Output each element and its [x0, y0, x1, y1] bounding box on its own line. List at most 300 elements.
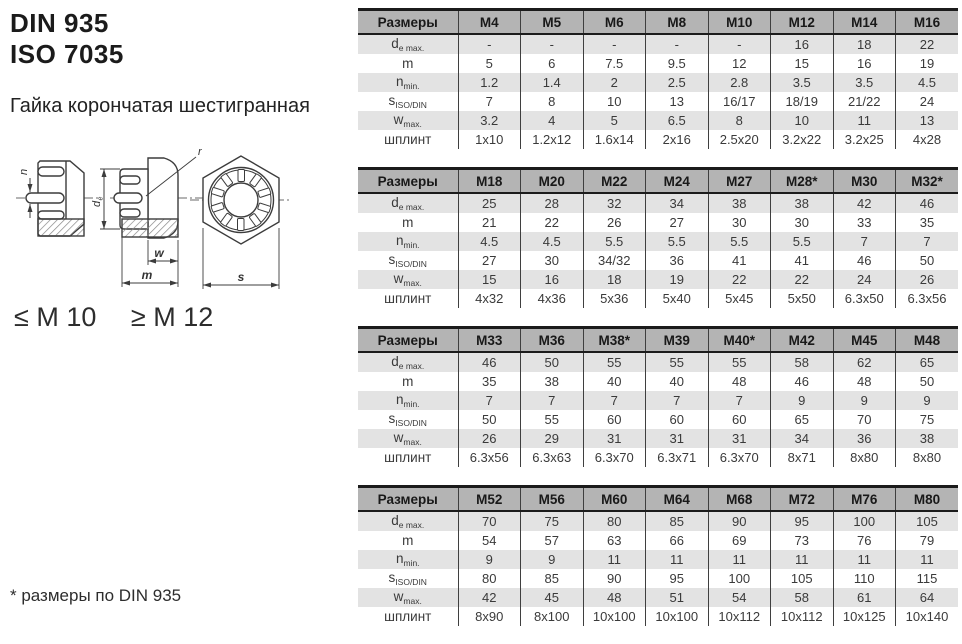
row-header-column-title: Размеры	[358, 10, 458, 35]
dimensions-table-4	[358, 485, 958, 626]
footnote: * размеры по DIN 935	[10, 586, 182, 605]
column-header-size: M39	[646, 328, 709, 353]
value-cell: 55	[583, 352, 646, 372]
value-cell: 36	[833, 429, 896, 448]
row-label	[358, 130, 458, 149]
value-cell: 75	[521, 511, 584, 531]
value-cell: 19	[896, 54, 959, 73]
technical-drawing	[0, 121, 358, 300]
column-header-size: M20	[521, 169, 584, 194]
value-cell: 2	[583, 73, 646, 92]
value-cell: 95	[771, 511, 834, 531]
row-label-subscript: ISO/DIN	[395, 417, 427, 428]
value-cell: 100	[833, 511, 896, 531]
row-label-subscript: max.	[403, 277, 422, 288]
table-row	[358, 391, 958, 410]
value-cell: 9.5	[646, 54, 709, 73]
value-cell: 12	[708, 54, 771, 73]
value-cell: 48	[583, 588, 646, 607]
value-cell: 9	[458, 550, 521, 569]
value-cell: 3.5	[833, 73, 896, 92]
value-cell: 31	[646, 429, 709, 448]
value-cell: 1x10	[458, 130, 521, 149]
value-cell: 7	[521, 391, 584, 410]
value-cell: 79	[896, 531, 959, 550]
value-cell: -	[646, 34, 709, 54]
value-cell: 5.5	[583, 232, 646, 251]
row-label-main: d	[391, 194, 399, 210]
value-cell: 105	[771, 569, 834, 588]
value-cell: 31	[583, 429, 646, 448]
table-row	[358, 289, 958, 308]
value-cell: 50	[896, 372, 959, 391]
row-label-subscript: min.	[403, 557, 420, 568]
value-cell: 73	[771, 531, 834, 550]
value-cell: 30	[708, 213, 771, 232]
value-cell: 6.3x71	[646, 448, 709, 467]
table-row	[358, 270, 958, 289]
column-header-size: M4	[458, 10, 521, 35]
value-cell: 33	[833, 213, 896, 232]
column-header-size: M38*	[583, 328, 646, 353]
left-panel	[0, 0, 358, 618]
value-cell: 3.5	[771, 73, 834, 92]
value-cell: 15	[771, 54, 834, 73]
value-cell: 46	[458, 352, 521, 372]
row-label-main: n	[395, 391, 404, 407]
row-label-subscript: ISO/DIN	[395, 99, 427, 110]
row-label	[358, 213, 458, 232]
value-cell: 26	[896, 270, 959, 289]
value-cell: 8x80	[896, 448, 959, 467]
value-cell: 1.2x12	[521, 130, 584, 149]
value-cell: 26	[583, 213, 646, 232]
row-label-main: шплинт	[384, 131, 432, 147]
table-row	[358, 448, 958, 467]
table-row	[358, 111, 958, 130]
table-row	[358, 193, 958, 213]
value-cell: 19	[646, 270, 709, 289]
value-cell: 38	[896, 429, 959, 448]
value-cell: 18	[583, 270, 646, 289]
table-row	[358, 569, 958, 588]
value-cell: 85	[521, 569, 584, 588]
row-label-subscript: max.	[403, 118, 422, 129]
value-cell: 31	[708, 429, 771, 448]
row-label-subscript: e max.	[398, 360, 425, 371]
value-cell: 11	[583, 550, 646, 569]
value-cell: 5x50	[771, 289, 834, 308]
value-cell: 55	[646, 352, 709, 372]
table-row	[358, 511, 958, 531]
row-label-subscript: min.	[403, 239, 420, 250]
value-cell: -	[708, 34, 771, 54]
value-cell: 50	[896, 251, 959, 270]
value-cell: 6	[521, 54, 584, 73]
value-cell: 10x125	[833, 607, 896, 626]
row-label-main: d	[391, 35, 399, 51]
value-cell: 22	[521, 213, 584, 232]
value-cell: 2.5	[646, 73, 709, 92]
value-cell: 70	[458, 511, 521, 531]
column-header-size: M80	[896, 487, 959, 512]
row-label-main: n	[395, 73, 404, 89]
value-cell: 13	[646, 92, 709, 111]
row-label	[358, 569, 458, 588]
row-label-subscript: e max.	[398, 42, 425, 53]
value-cell: 50	[521, 352, 584, 372]
size-note-small: ≤ M 10	[14, 302, 97, 332]
row-label-subscript: ISO/DIN	[395, 576, 427, 587]
value-cell: 4x28	[896, 130, 959, 149]
row-label	[358, 352, 458, 372]
value-cell: 40	[583, 372, 646, 391]
castle-nut-drawing	[0, 121, 356, 295]
row-label-main: w	[393, 588, 404, 604]
value-cell: 5x40	[646, 289, 709, 308]
column-header-size: M16	[896, 10, 959, 35]
row-label	[358, 289, 458, 308]
column-header-size: M56	[521, 487, 584, 512]
row-label-subscript: max.	[403, 595, 422, 606]
standard-iso: ISO 7035	[10, 39, 124, 69]
value-cell: 4x32	[458, 289, 521, 308]
value-cell: 46	[896, 193, 959, 213]
table-row	[358, 73, 958, 92]
column-header-size: M28*	[771, 169, 834, 194]
dim-label-n	[18, 169, 30, 175]
column-header-size: M22	[583, 169, 646, 194]
value-cell: 10	[771, 111, 834, 130]
value-cell: -	[458, 34, 521, 54]
side-view-large-nut	[97, 157, 208, 287]
value-cell: 5	[583, 111, 646, 130]
value-cell: 13	[896, 111, 959, 130]
value-cell: 9	[521, 550, 584, 569]
row-label	[358, 270, 458, 289]
table-row	[358, 352, 958, 372]
row-label-main: w	[393, 111, 404, 127]
table-row	[358, 232, 958, 251]
value-cell: 55	[521, 410, 584, 429]
table-row	[358, 34, 958, 54]
row-label-main: s	[388, 251, 396, 267]
value-cell: 30	[771, 213, 834, 232]
column-header-size: M12	[771, 10, 834, 35]
size-range-notes	[14, 302, 358, 333]
value-cell: 48	[708, 372, 771, 391]
row-label-main: w	[393, 270, 404, 286]
value-cell: 10x112	[708, 607, 771, 626]
row-label	[358, 372, 458, 391]
value-cell: 105	[896, 511, 959, 531]
row-label-subscript: min.	[403, 398, 420, 409]
value-cell: 16/17	[708, 92, 771, 111]
row-label	[358, 54, 458, 73]
table-row	[358, 213, 958, 232]
row-label	[358, 588, 458, 607]
row-label	[358, 607, 458, 626]
value-cell: 15	[458, 270, 521, 289]
row-label-main: шплинт	[384, 290, 432, 306]
value-cell: 21	[458, 213, 521, 232]
value-cell: 41	[771, 251, 834, 270]
value-cell: 24	[833, 270, 896, 289]
value-cell: 5.5	[708, 232, 771, 251]
value-cell: 6.3x70	[583, 448, 646, 467]
value-cell: 10x100	[646, 607, 709, 626]
value-cell: 7	[583, 391, 646, 410]
row-label-main: d	[391, 353, 399, 369]
value-cell: 4	[521, 111, 584, 130]
value-cell: 21/22	[833, 92, 896, 111]
dim-label-w: w	[154, 246, 164, 260]
value-cell: 65	[771, 410, 834, 429]
value-cell: 6.5	[646, 111, 709, 130]
value-cell: 16	[771, 34, 834, 54]
tables-container	[358, 8, 958, 644]
value-cell: 54	[458, 531, 521, 550]
dimensions-table-2	[358, 167, 958, 308]
value-cell: 3.2x22	[771, 130, 834, 149]
table-row	[358, 531, 958, 550]
row-label	[358, 448, 458, 467]
value-cell: 6.3x70	[708, 448, 771, 467]
value-cell: 100	[708, 569, 771, 588]
value-cell: 1.2	[458, 73, 521, 92]
table-row	[358, 550, 958, 569]
value-cell: 75	[896, 410, 959, 429]
value-cell: 22	[771, 270, 834, 289]
column-header-size: M64	[646, 487, 709, 512]
value-cell: 38	[708, 193, 771, 213]
value-cell: 4.5	[458, 232, 521, 251]
value-cell: 80	[458, 569, 521, 588]
value-cell: 46	[771, 372, 834, 391]
value-cell: 54	[708, 588, 771, 607]
column-header-size: M42	[771, 328, 834, 353]
value-cell: 5x36	[583, 289, 646, 308]
row-label	[358, 429, 458, 448]
value-cell: 26	[458, 429, 521, 448]
dimensions-table-1	[358, 8, 958, 149]
value-cell: 4.5	[521, 232, 584, 251]
column-header-size: M14	[833, 10, 896, 35]
row-label	[358, 73, 458, 92]
row-label-subscript: e max.	[398, 519, 425, 530]
column-header-size: M72	[771, 487, 834, 512]
column-header-size: M24	[646, 169, 709, 194]
value-cell: 11	[833, 550, 896, 569]
column-header-size: M60	[583, 487, 646, 512]
column-header-size: M8	[646, 10, 709, 35]
column-header-size: M45	[833, 328, 896, 353]
value-cell: 6.3x56	[896, 289, 959, 308]
row-header-column-title: Размеры	[358, 487, 458, 512]
standard-din: DIN 935	[10, 8, 109, 38]
value-cell: 115	[896, 569, 959, 588]
row-label-subscript: max.	[403, 436, 422, 447]
value-cell: 34/32	[583, 251, 646, 270]
row-label	[358, 410, 458, 429]
value-cell: 30	[521, 251, 584, 270]
value-cell: 10x100	[583, 607, 646, 626]
value-cell: 28	[521, 193, 584, 213]
dim-label-de	[91, 197, 105, 208]
dimensions-table-3	[358, 326, 958, 467]
svg-text:e: e	[97, 196, 105, 201]
table-row	[358, 607, 958, 626]
value-cell: 4x36	[521, 289, 584, 308]
table-row	[358, 54, 958, 73]
svg-text:d: d	[91, 200, 103, 207]
value-cell: 42	[833, 193, 896, 213]
value-cell: 11	[646, 550, 709, 569]
value-cell: 5	[458, 54, 521, 73]
value-cell: 2x16	[646, 130, 709, 149]
value-cell: 32	[583, 193, 646, 213]
dim-label-r: r	[198, 146, 202, 158]
value-cell: 3.2x25	[833, 130, 896, 149]
value-cell: 8x80	[833, 448, 896, 467]
value-cell: 8x71	[771, 448, 834, 467]
value-cell: 58	[771, 588, 834, 607]
row-label-main: s	[388, 410, 396, 426]
value-cell: 90	[583, 569, 646, 588]
row-label-main: s	[388, 92, 396, 108]
value-cell: 50	[458, 410, 521, 429]
value-cell: 8x100	[521, 607, 584, 626]
value-cell: 60	[583, 410, 646, 429]
table-row	[358, 372, 958, 391]
value-cell: 41	[708, 251, 771, 270]
dim-label-s: s	[237, 270, 245, 284]
value-cell: 61	[833, 588, 896, 607]
value-cell: 7	[896, 232, 959, 251]
value-cell: 22	[896, 34, 959, 54]
row-label	[358, 111, 458, 130]
value-cell: 5x45	[708, 289, 771, 308]
row-header-column-title: Размеры	[358, 169, 458, 194]
column-header-size: M68	[708, 487, 771, 512]
value-cell: 8	[708, 111, 771, 130]
value-cell: 45	[521, 588, 584, 607]
value-cell: 10x112	[771, 607, 834, 626]
value-cell: 11	[896, 550, 959, 569]
dim-label-m: m	[141, 268, 153, 282]
value-cell: 63	[583, 531, 646, 550]
value-cell: -	[583, 34, 646, 54]
value-cell: 60	[708, 410, 771, 429]
value-cell: 95	[646, 569, 709, 588]
row-label-main: d	[391, 512, 399, 528]
row-label-subscript: ISO/DIN	[395, 258, 427, 269]
value-cell: 29	[521, 429, 584, 448]
value-cell: 6.3x50	[833, 289, 896, 308]
column-header-size: M40*	[708, 328, 771, 353]
value-cell: 35	[458, 372, 521, 391]
row-label	[358, 511, 458, 531]
value-cell: 11	[771, 550, 834, 569]
value-cell: 55	[708, 352, 771, 372]
value-cell: 48	[833, 372, 896, 391]
column-header-size: M32*	[896, 169, 959, 194]
row-label-subscript: min.	[403, 80, 420, 91]
value-cell: 65	[896, 352, 959, 372]
value-cell: 7	[646, 391, 709, 410]
value-cell: 70	[833, 410, 896, 429]
value-cell: 18	[833, 34, 896, 54]
value-cell: 58	[771, 352, 834, 372]
value-cell: 38	[771, 193, 834, 213]
value-cell: 4.5	[896, 73, 959, 92]
value-cell: 6.3x56	[458, 448, 521, 467]
value-cell: 7	[833, 232, 896, 251]
table-row	[358, 130, 958, 149]
value-cell: 46	[833, 251, 896, 270]
row-label-main: шплинт	[384, 449, 432, 465]
column-header-size: M76	[833, 487, 896, 512]
value-cell: 36	[646, 251, 709, 270]
value-cell: 66	[646, 531, 709, 550]
value-cell: 25	[458, 193, 521, 213]
value-cell: 6.3x63	[521, 448, 584, 467]
column-header-size: M36	[521, 328, 584, 353]
value-cell: 38	[521, 372, 584, 391]
row-header-column-title: Размеры	[358, 328, 458, 353]
value-cell: 64	[896, 588, 959, 607]
row-label-main: m	[402, 55, 414, 71]
row-label	[358, 391, 458, 410]
value-cell: 7	[708, 391, 771, 410]
value-cell: 11	[833, 111, 896, 130]
row-label	[358, 92, 458, 111]
value-cell: 10	[583, 92, 646, 111]
value-cell: 60	[646, 410, 709, 429]
row-label-main: m	[402, 373, 414, 389]
value-cell: 8x90	[458, 607, 521, 626]
title-block	[0, 0, 358, 118]
value-cell: 69	[708, 531, 771, 550]
row-label	[358, 34, 458, 54]
svg-text:n: n	[18, 168, 30, 175]
table-row	[358, 251, 958, 270]
value-cell: 51	[646, 588, 709, 607]
value-cell: 7.5	[583, 54, 646, 73]
value-cell: 3.2	[458, 111, 521, 130]
table-row	[358, 410, 958, 429]
row-label	[358, 550, 458, 569]
row-label-main: n	[395, 550, 404, 566]
value-cell: 85	[646, 511, 709, 531]
value-cell: 57	[521, 531, 584, 550]
column-header-size: M33	[458, 328, 521, 353]
value-cell: 27	[458, 251, 521, 270]
column-header-size: M6	[583, 10, 646, 35]
row-label	[358, 232, 458, 251]
column-header-size: M5	[521, 10, 584, 35]
value-cell: 27	[646, 213, 709, 232]
value-cell: 1.6x14	[583, 130, 646, 149]
value-cell: 18/19	[771, 92, 834, 111]
value-cell: 76	[833, 531, 896, 550]
value-cell: 1.4	[521, 73, 584, 92]
value-cell: 34	[771, 429, 834, 448]
value-cell: 9	[833, 391, 896, 410]
value-cell: 7	[458, 92, 521, 111]
size-note-large: ≥ M 12	[130, 302, 214, 332]
row-label-main: m	[402, 214, 414, 230]
